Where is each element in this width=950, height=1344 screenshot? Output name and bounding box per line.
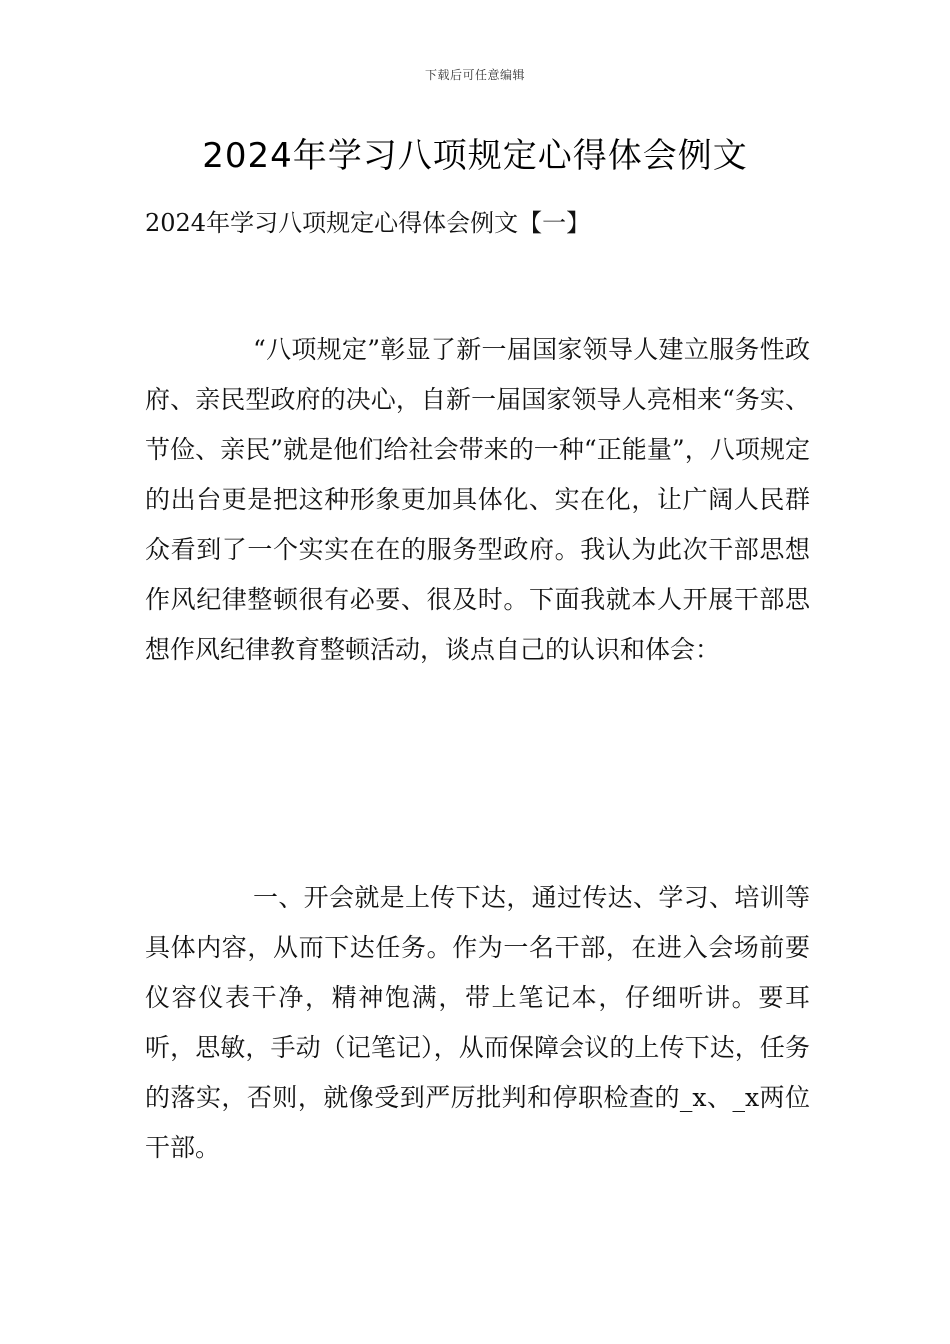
body-paragraph: 一、开会就是上传下达，通过传达、学习、培训等具体内容，从而下达任务。作为一名干部，在进入会场前要仪容仪表干净，精神饱满，带上笔记本，仔细听讲。要耳听，思敏，手动（记笔记），从而保障会议的上传下达，任务的落实，否则，就像受到严厉批判和停职检查的_x、_x两位干部。 (145, 883, 810, 1162)
body-paragraph: “八项规定”彰显了新一届国家领导人建立服务性政府、亲民型政府的决心，自新一届国家领导人亮相来“务实、节俭、亲民”就是他们给社会带来的一种“正能量”，八项规定的出台更是把这种形象更加具体化、实在化，让广阔人民群众看到了一个实实在在的服务型政府。我认为此次干部思想作风纪律整顿很有必要、很及时。下面我就本人开展干部思想作风纪律教育整顿活动，谈点自己的认识和体会： (145, 335, 810, 664)
header-note: 下载后可任意编辑 (424, 68, 525, 82)
document-title: 2024年学习八项规定心得体会例文 (202, 136, 748, 176)
section-heading: 2024年学习八项规定心得体会例文【一】 (145, 209, 591, 237)
